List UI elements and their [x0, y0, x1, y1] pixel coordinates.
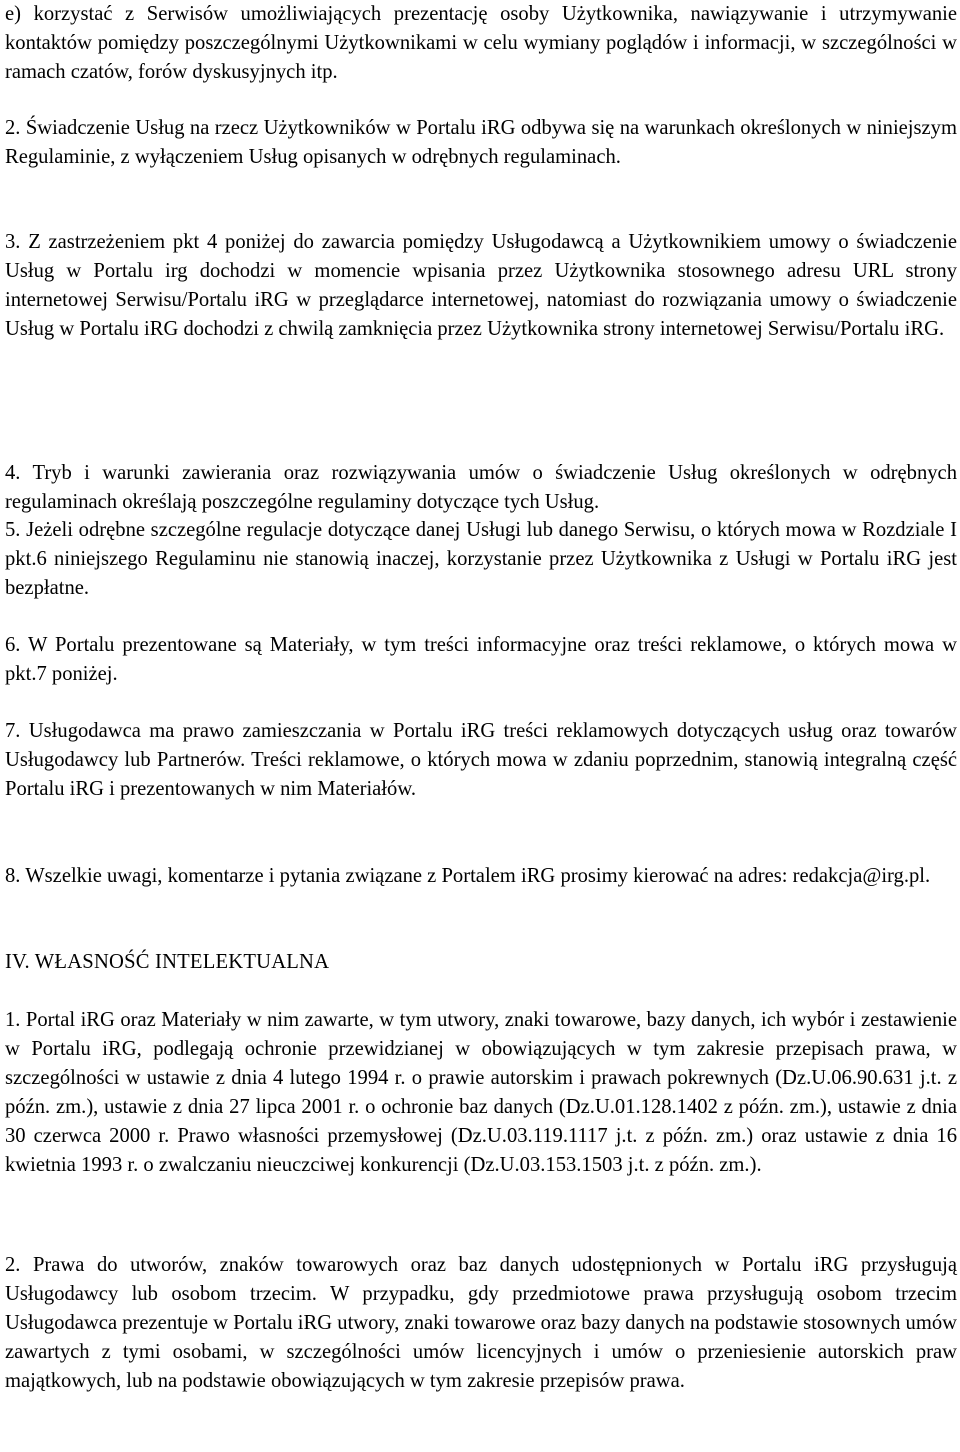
- paragraph-5: 5. Jeżeli odrębne szczególne regulacje dotyczące danej Usługi lub danego Serwisu, o których mowa w Rozdziale I pkt.6 niniejszego Regulaminu nie stanowią inaczej, korzystanie przez Użytkownika z Usługi w Portalu iRG jest bezpłatne.: [5, 519, 957, 599]
- section-paragraph-1: 1. Portal iRG oraz Materiały w nim zawarte, w tym utwory, znaki towarowe, bazy danych, ich wybór i zestawienie w Portalu iRG, podlegają ochronie przewidzianej w obowiązujących w tym zakresie przepisach prawa, w szczególności w ustawie z dnia 4 lutego 1994 r. o prawie autorskim i prawach pokrewnych (Dz.U.06.90.631 j.t. z późn. zm.), ustawie z dnia 27 lipca 2001 r. o ochronie baz danych (Dz.U.01.128.1402 z późn. zm.), ustawie z dnia 30 czerwca 2000 r. Prawo własności przemysłowej (Dz.U.03.119.1117 j.t. z późn. zm.) oraz ustawie z dnia 16 kwietnia 1993 r. o zwalczaniu nieuczciwej konkurencji (Dz.U.03.153.1503 j.t. z późn. zm.).: [5, 1009, 957, 1176]
- section-paragraph-2: 2. Prawa do utworów, znaków towarowych oraz baz danych udostępnionych w Portalu iRG przysługują Usługodawcy lub osobom trzecim. W przypadku, gdy przedmiotowe prawa przysługują osobom trzecim Usługodawca prezentuje w Portalu iRG utwory, znaki towarowe oraz bazy danych na podstawie stosownych umów zawartych z tymi osobami, w szczególności umów licencyjnych i umów o przeniesienie autorskich praw majątkowych, lub na podstawie obowiązujących w tym zakresie przepisów prawa.: [5, 1254, 958, 1392]
- paragraph-4: 4. Tryb i warunki zawierania oraz rozwiązywania umów o świadczenie Usług określonych w odrębnych regulaminach określają poszczególne regulaminy dotyczące tych Usług.: [5, 462, 957, 513]
- paragraph-6: 6. W Portalu prezentowane są Materiały, w tym treści informacyjne oraz treści reklamowe, o których mowa w pkt.7 poniżej.: [5, 634, 957, 685]
- paragraph-7: 7. Usługodawca ma prawo zamieszczania w Portalu iRG treści reklamowych dotyczących usług oraz towarów Usługodawcy lub Partnerów. Treści reklamowe, o których mowa w zdaniu poprzednim, stanowią integralną część Portalu iRG i prezentowanych w nim Materiałów.: [5, 720, 957, 800]
- section-heading: IV. WŁASNOŚĆ INTELEKTUALNA: [5, 951, 330, 973]
- paragraph-8: 8. Wszelkie uwagi, komentarze i pytania związane z Portalem iRG prosimy kierować na adres: redakcja@irg.pl.: [5, 865, 931, 887]
- paragraph-item-e: e) korzystać z Serwisów umożliwiających prezentację osoby Użytkownika, nawiązywanie i utrzymywanie kontaktów pomiędzy poszczególnymi Użytkownikami w celu wymiany poglądów i informacji, w szczególności w ramach czatów, forów dyskusyjnych itp.: [5, 3, 957, 83]
- paragraph-2: 2. Świadczenie Usług na rzecz Użytkowników w Portalu iRG odbywa się na warunkach określonych w niniejszym Regulaminie, z wyłączeniem Usług opisanych w odrębnych regulaminach.: [5, 117, 957, 168]
- paragraph-3: 3. Z zastrzeżeniem pkt 4 poniżej do zawarcia pomiędzy Usługodawcą a Użytkownikiem umowy o świadczenie Usług w Portalu irg dochodzi w momencie wpisania przez Użytkownika stosownego adresu URL strony internetowej Serwisu/Portalu iRG w przeglądarce internetowej, natomiast do rozwiązania umowy o świadczenie Usług w Portalu iRG dochodzi z chwilą zamknięcia przez Użytkownika strony internetowej Serwisu/Portalu iRG.: [5, 231, 957, 340]
